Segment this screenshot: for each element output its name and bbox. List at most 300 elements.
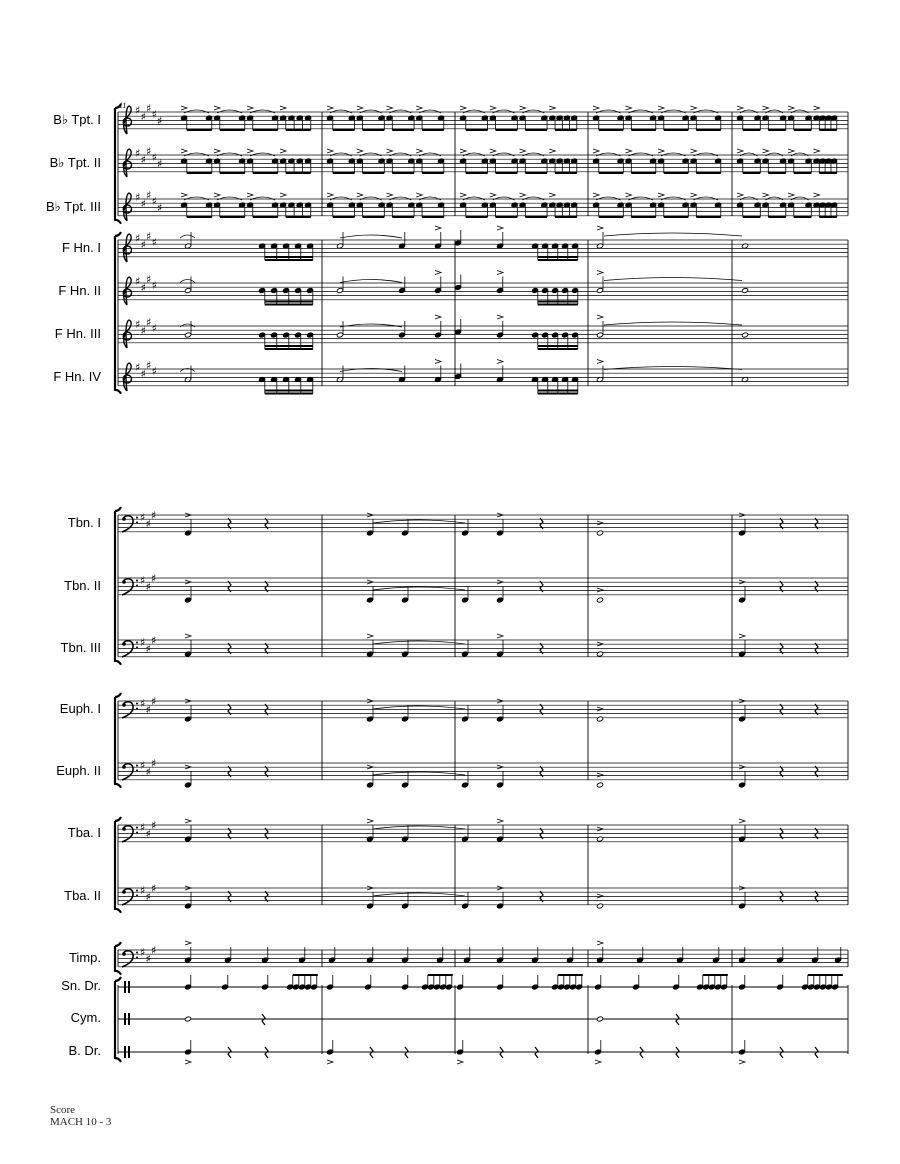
accent-mark: [520, 149, 526, 153]
note-head: [461, 782, 468, 788]
slur: [766, 110, 784, 113]
bass-clef-dot: [122, 517, 126, 521]
sharp-accidental: ♯: [146, 229, 152, 243]
accent-mark: [788, 149, 794, 153]
instrument-label-tba2: Tba. II: [64, 888, 101, 903]
slur: [766, 197, 784, 200]
note-head: [184, 782, 191, 788]
instrument-label-tbn1: Tbn. I: [67, 515, 101, 530]
staff-lines: [118, 112, 848, 1052]
slur: [330, 153, 352, 156]
note-head: [738, 651, 745, 657]
accent-mark: [739, 819, 745, 823]
accent-mark: [327, 149, 333, 153]
note-head: [461, 530, 468, 536]
slur: [740, 153, 758, 156]
sharp-accidental: ♯: [145, 827, 151, 841]
slur: [184, 110, 209, 113]
accent-mark: [497, 315, 503, 319]
bass-clef-dot: [136, 832, 138, 834]
slur: [360, 110, 382, 113]
accent-mark: [593, 193, 599, 197]
sharp-accidental: ♯: [140, 511, 146, 525]
note-head: [366, 651, 373, 657]
accent-mark: [457, 1060, 463, 1064]
note-head: [461, 903, 468, 909]
sharp-accidental: ♯: [145, 952, 151, 966]
slur: [217, 153, 242, 156]
sharp-accidental: ♯: [145, 703, 151, 717]
accent-mark: [416, 106, 422, 110]
slur: [604, 233, 742, 236]
accent-mark: [416, 193, 422, 197]
accent-mark: [737, 193, 743, 197]
slur: [766, 153, 784, 156]
percussion-clef: [128, 981, 130, 993]
accent-mark: [497, 634, 503, 638]
accent-mark: [185, 1060, 191, 1064]
slur: [180, 235, 195, 238]
accent-mark: [490, 193, 496, 197]
slur: [523, 197, 545, 200]
bass-clef-dot: [122, 827, 126, 831]
slur: [629, 110, 654, 113]
slur: [340, 235, 402, 238]
slur: [360, 197, 382, 200]
notes: [180, 106, 843, 1064]
accent-mark: [549, 193, 555, 197]
accent-mark: [763, 106, 769, 110]
note-head: [401, 530, 408, 536]
slur: [463, 153, 485, 156]
accent-mark: [357, 193, 363, 197]
accent-mark: [367, 634, 373, 638]
sharp-accidental: ♯: [151, 757, 157, 771]
accent-mark: [247, 106, 253, 110]
sharp-accidental: ♯: [145, 890, 151, 904]
note-head: [738, 530, 745, 536]
note-head: [401, 651, 408, 657]
sharp-accidental: ♯: [140, 153, 146, 167]
accent-mark: [460, 106, 466, 110]
accent-mark: [181, 106, 187, 110]
sharp-accidental: ♯: [151, 322, 157, 336]
slur: [180, 280, 195, 283]
accent-mark: [460, 193, 466, 197]
note-head: [496, 651, 503, 657]
slur: [463, 110, 485, 113]
note-head: [461, 836, 468, 842]
slur: [340, 324, 402, 327]
treble-clef: [123, 320, 131, 348]
sharp-accidental: ♯: [157, 157, 163, 171]
accent-mark: [387, 193, 393, 197]
bass-clef-dot: [122, 703, 126, 707]
accent-mark: [387, 149, 393, 153]
footer-score-label: Score: [50, 1104, 76, 1116]
treble-clef: [123, 277, 131, 305]
instrument-label-hn2: F Hn. II: [58, 283, 101, 298]
accent-mark: [737, 106, 743, 110]
accent-mark: [497, 819, 503, 823]
percussion-clef: [124, 1046, 126, 1058]
accent-mark: [181, 149, 187, 153]
sharp-accidental: ♯: [146, 144, 152, 158]
slur: [493, 153, 515, 156]
note-head: [496, 716, 503, 722]
key-signatures: [135, 102, 162, 966]
note-head: [496, 530, 503, 536]
bass-clef-dot: [136, 952, 138, 954]
slur: [419, 197, 441, 200]
instrument-label-hn1: F Hn. I: [61, 240, 101, 255]
note-head: [461, 651, 468, 657]
accent-mark: [460, 149, 466, 153]
sharp-accidental: ♯: [151, 365, 157, 379]
bass-clef-dot: [136, 957, 138, 959]
accent-mark: [626, 193, 632, 197]
note-head: [596, 716, 603, 722]
accent-mark: [597, 271, 603, 275]
treble-clef: [123, 106, 131, 134]
quarter-rest: [780, 1047, 783, 1058]
slur: [250, 197, 275, 200]
note-head: [184, 716, 191, 722]
accent-mark: [739, 634, 745, 638]
bass-clef-dot: [122, 890, 126, 894]
bass-clef-dot: [136, 827, 138, 829]
bass-clef-dot: [136, 642, 138, 644]
accent-mark: [763, 193, 769, 197]
percussion-clef: [124, 981, 126, 993]
sharp-accidental: ♯: [151, 819, 157, 833]
quarter-rest: [228, 1047, 231, 1058]
note-head: [596, 1016, 603, 1022]
sharp-accidental: ♯: [140, 238, 146, 252]
slur: [604, 278, 742, 281]
note-head: [184, 597, 191, 603]
accent-mark: [185, 819, 191, 823]
sharp-accidental: ♯: [146, 188, 152, 202]
note-head: [741, 332, 748, 338]
note-head: [496, 836, 503, 842]
bass-clef-dot: [122, 765, 126, 769]
accent-mark: [626, 106, 632, 110]
accent-mark: [549, 149, 555, 153]
accent-mark: [626, 149, 632, 153]
note-head: [401, 716, 408, 722]
instrument-label-tpt1: B♭ Tpt. I: [53, 112, 101, 127]
note-head: [596, 597, 603, 603]
bass-clef-dot: [136, 647, 138, 649]
accent-mark: [520, 106, 526, 110]
sharp-accidental: ♯: [151, 634, 157, 648]
accent-mark: [435, 360, 441, 364]
bass-clef-dot: [136, 585, 138, 587]
quarter-rest: [815, 1047, 818, 1058]
sharp-accidental: ♯: [140, 281, 146, 295]
sharp-accidental: ♯: [140, 884, 146, 898]
note-head: [401, 903, 408, 909]
sharp-accidental: ♯: [157, 201, 163, 215]
instrument-labels: [46, 112, 101, 1058]
slur: [629, 197, 654, 200]
accent-mark: [597, 588, 603, 592]
accent-mark: [814, 149, 820, 153]
note-head: [366, 836, 373, 842]
note-head: [184, 288, 191, 294]
accent-mark: [597, 360, 603, 364]
slur: [604, 322, 742, 325]
note-head: [738, 836, 745, 842]
quarter-rest: [262, 1014, 265, 1025]
instrument-label-timp: Timp.: [68, 950, 101, 965]
accent-mark: [497, 226, 503, 230]
instrument-label-bdr: B. Dr.: [68, 1043, 101, 1058]
accent-mark: [658, 106, 664, 110]
slur: [373, 772, 465, 775]
sharp-accidental: ♯: [145, 580, 151, 594]
accent-mark: [658, 149, 664, 153]
note-head: [184, 836, 191, 842]
sharp-accidental: ♯: [140, 197, 146, 211]
note-head: [596, 651, 603, 657]
sharp-accidental: ♯: [151, 882, 157, 896]
accent-mark: [185, 941, 191, 945]
note-head: [366, 530, 373, 536]
slur: [523, 110, 545, 113]
measure-number: 11: [119, 101, 127, 110]
sharp-accidental: ♯: [151, 151, 157, 165]
slur: [373, 641, 465, 644]
accent-mark: [549, 106, 555, 110]
slur: [250, 153, 275, 156]
sharp-accidental: ♯: [151, 108, 157, 122]
note-head: [496, 782, 503, 788]
slur: [596, 197, 621, 200]
note-head: [184, 903, 191, 909]
accent-mark: [435, 226, 441, 230]
accent-mark: [490, 149, 496, 153]
slur: [419, 110, 441, 113]
accent-mark: [327, 1060, 333, 1064]
accent-mark: [691, 149, 697, 153]
sharp-accidental: ♯: [135, 191, 141, 204]
note-head: [461, 597, 468, 603]
accent-mark: [327, 106, 333, 110]
instrument-label-hn3: F Hn. III: [54, 326, 101, 341]
accent-mark: [181, 193, 187, 197]
accent-mark: [814, 193, 820, 197]
percussion-clef: [124, 1013, 126, 1025]
slur: [250, 110, 275, 113]
slur: [373, 826, 465, 829]
note-head: [596, 332, 603, 338]
note-head: [596, 288, 603, 294]
sharp-accidental: ♯: [140, 946, 146, 960]
note-head: [738, 597, 745, 603]
slur: [184, 197, 209, 200]
note-head: [184, 530, 191, 536]
sharp-accidental: ♯: [135, 275, 141, 288]
accent-mark: [497, 360, 503, 364]
instrument-label-tpt3: B♭ Tpt. III: [45, 199, 101, 214]
bass-clef-dot: [136, 708, 138, 710]
slur: [596, 110, 621, 113]
accent-mark: [214, 193, 220, 197]
quarter-rest: [500, 1047, 503, 1058]
instrument-label-euph1: Euph. I: [59, 701, 101, 716]
accent-mark: [185, 634, 191, 638]
sharp-accidental: ♯: [140, 367, 146, 381]
accent-mark: [280, 106, 286, 110]
accent-mark: [597, 941, 603, 945]
quarter-rest: [676, 1014, 679, 1025]
sharp-accidental: ♯: [145, 642, 151, 656]
note-head: [366, 597, 373, 603]
sharp-accidental: ♯: [135, 232, 141, 245]
sharp-accidental: ♯: [151, 236, 157, 250]
slur: [463, 197, 485, 200]
instrument-label-sndr: Sn. Dr.: [61, 978, 101, 993]
note-head: [738, 716, 745, 722]
slur: [740, 110, 758, 113]
slur: [740, 197, 758, 200]
accent-mark: [597, 521, 603, 525]
sharp-accidental: ♯: [146, 315, 152, 329]
accent-mark: [247, 149, 253, 153]
note-head: [336, 332, 343, 338]
sharp-accidental: ♯: [157, 114, 163, 128]
accent-mark: [435, 271, 441, 275]
sharp-accidental: ♯: [151, 279, 157, 293]
slur: [390, 110, 412, 113]
sharp-accidental: ♯: [140, 759, 146, 773]
note-head: [401, 782, 408, 788]
slur: [180, 324, 195, 327]
sharp-accidental: ♯: [140, 821, 146, 835]
slur: [791, 110, 809, 113]
quarter-rest: [265, 1047, 268, 1058]
slur: [330, 197, 352, 200]
treble-clef: [123, 234, 131, 262]
sharp-accidental: ♯: [140, 110, 146, 124]
slur: [523, 153, 545, 156]
sharp-accidental: ♯: [145, 765, 151, 779]
note-head: [596, 903, 603, 909]
bass-clef-dot: [122, 952, 126, 956]
slur: [661, 110, 686, 113]
note-head: [596, 782, 603, 788]
sharp-accidental: ♯: [151, 944, 157, 958]
bass-clef-dot: [136, 890, 138, 892]
slur: [694, 110, 719, 113]
accent-mark: [490, 106, 496, 110]
slur: [184, 153, 209, 156]
accent-mark: [597, 707, 603, 711]
sharp-accidental: ♯: [140, 574, 146, 588]
note-head: [596, 530, 603, 536]
quarter-rest: [370, 1047, 373, 1058]
accent-mark: [435, 315, 441, 319]
bass-clef-dot: [136, 703, 138, 705]
accent-mark: [593, 106, 599, 110]
instrument-label-tpt2: B♭ Tpt. II: [49, 155, 101, 170]
instrument-label-tba1: Tba. I: [67, 825, 101, 840]
sharp-accidental: ♯: [135, 104, 141, 117]
accent-mark: [597, 226, 603, 230]
note-head: [336, 288, 343, 294]
accent-mark: [595, 1060, 601, 1064]
bass-clef-dot: [136, 765, 138, 767]
accent-mark: [593, 149, 599, 153]
instrument-label-tbn2: Tbn. II: [64, 578, 101, 593]
quarter-rest: [640, 1047, 643, 1058]
slur: [419, 153, 441, 156]
slur: [694, 197, 719, 200]
accent-mark: [788, 106, 794, 110]
note-head: [461, 716, 468, 722]
slur: [340, 280, 402, 283]
accent-mark: [214, 149, 220, 153]
slur: [373, 706, 465, 709]
sharp-accidental: ♯: [151, 195, 157, 209]
instrument-label-euph2: Euph. II: [56, 763, 101, 778]
bass-clef-dot: [136, 517, 138, 519]
note-head: [366, 903, 373, 909]
percussion-clef: [128, 1046, 130, 1058]
note-head: [401, 597, 408, 603]
accent-mark: [739, 1060, 745, 1064]
sharp-accidental: ♯: [140, 324, 146, 338]
quarter-rest: [535, 1047, 538, 1058]
slur: [217, 110, 242, 113]
sharp-accidental: ♯: [135, 147, 141, 160]
slur: [373, 520, 465, 523]
slur: [373, 893, 465, 896]
bass-clef-dot: [136, 770, 138, 772]
instrument-label-hn4: F Hn. IV: [53, 369, 101, 384]
note-head: [596, 836, 603, 842]
sharp-accidental: ♯: [145, 517, 151, 531]
percussion-clef: [128, 1013, 130, 1025]
slur: [791, 153, 809, 156]
note-head: [741, 288, 748, 294]
accent-mark: [691, 193, 697, 197]
accent-mark: [357, 149, 363, 153]
slur: [373, 587, 465, 590]
accent-mark: [416, 149, 422, 153]
sharp-accidental: ♯: [146, 272, 152, 286]
bass-clef-dot: [136, 580, 138, 582]
instrument-label-tbn3: Tbn. III: [60, 640, 101, 655]
slur: [493, 197, 515, 200]
sharp-accidental: ♯: [151, 572, 157, 586]
accent-mark: [597, 315, 603, 319]
accent-mark: [814, 106, 820, 110]
note-head: [184, 651, 191, 657]
slur: [791, 197, 809, 200]
accent-mark: [597, 773, 603, 777]
bass-clef-dot: [136, 522, 138, 524]
note-head: [496, 903, 503, 909]
slur: [390, 153, 412, 156]
barlines: [118, 112, 848, 1054]
treble-clef: [123, 193, 131, 221]
slur: [661, 153, 686, 156]
treble-clef: [123, 363, 131, 391]
accent-mark: [280, 193, 286, 197]
